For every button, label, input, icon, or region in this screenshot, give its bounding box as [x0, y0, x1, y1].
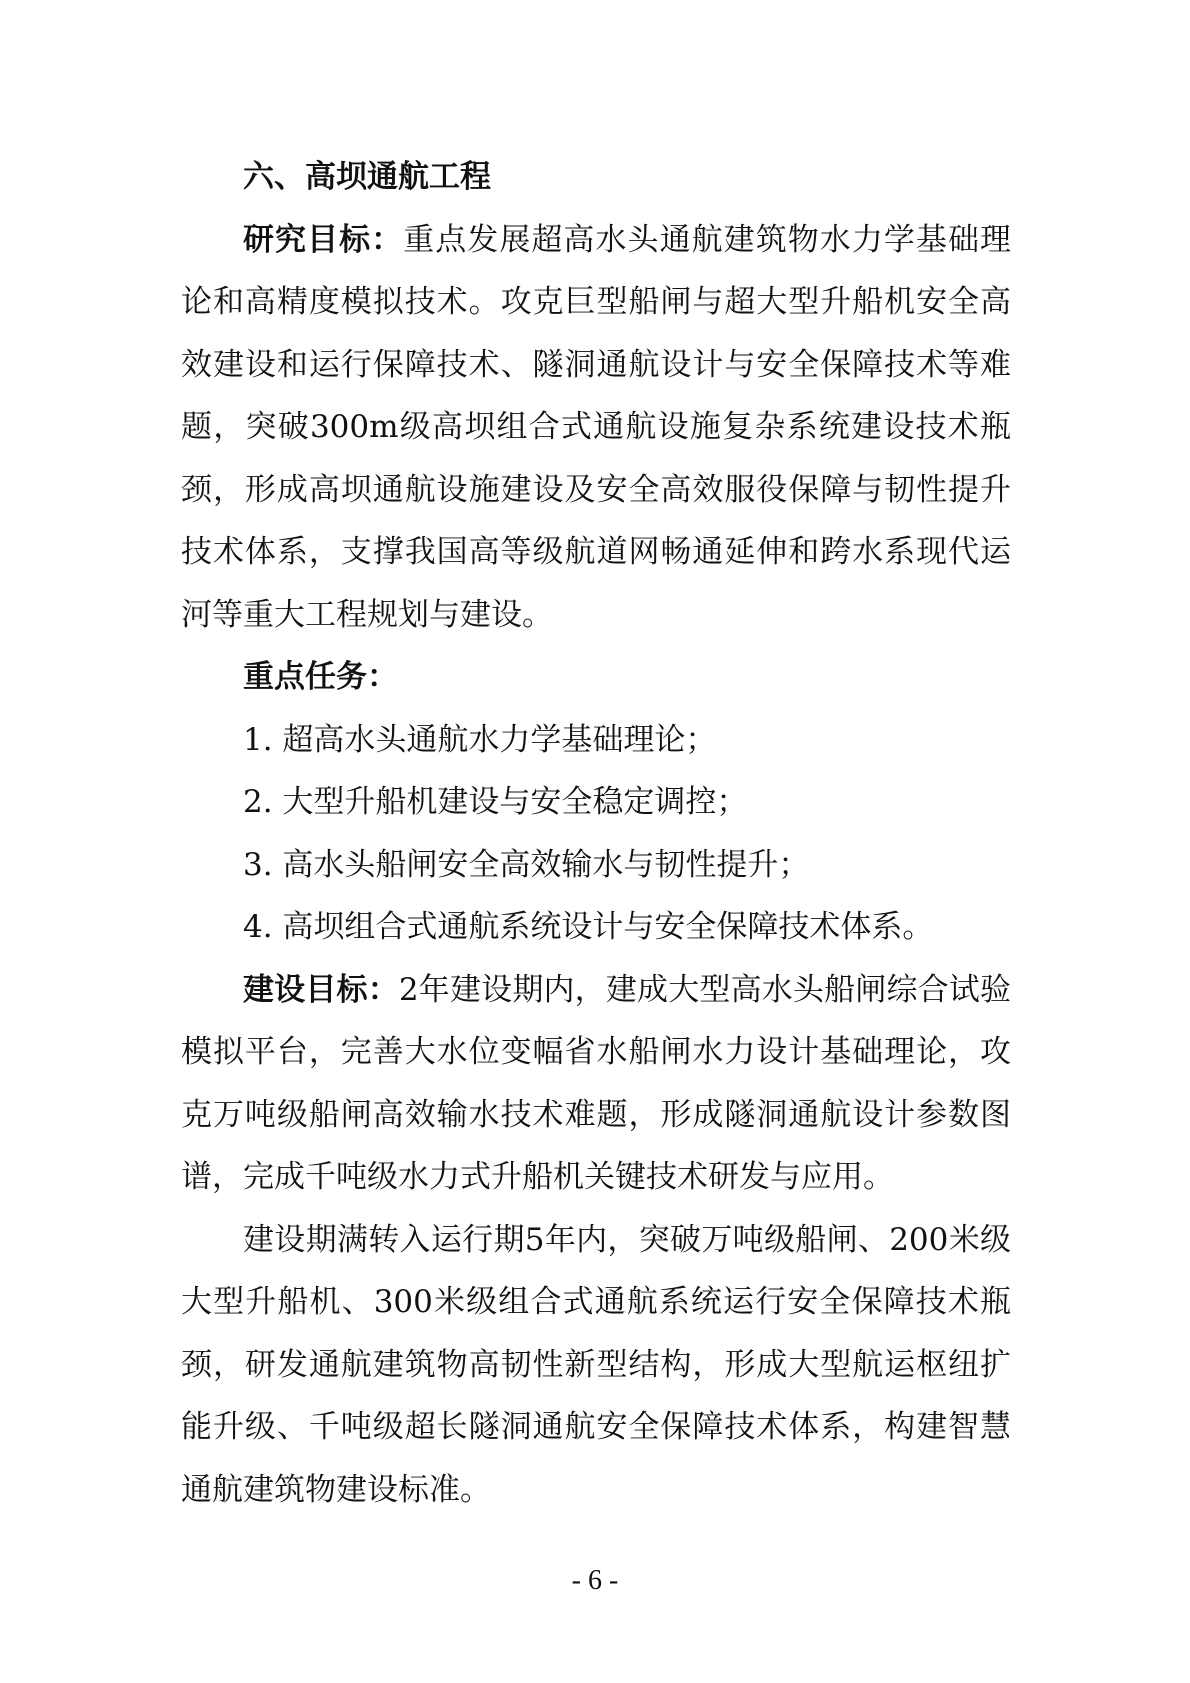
research-goal-paragraph [181, 209, 1011, 647]
key-task-item-4: 4. 高坝组合式通航系统设计与安全保障技术体系。 [243, 909, 934, 945]
construction-goal-label: 建设目标： [243, 971, 399, 1008]
key-task-item-2: 2. 大型升船机建设与安全稳定调控； [243, 784, 748, 820]
construction-goal-paragraph [181, 959, 1011, 1209]
key-task-item-3: 3. 高水头船闸安全高效输水与韧性提升； [243, 846, 810, 883]
section-heading: 六、高坝通航工程 [243, 159, 491, 195]
key-task-item-1: 1. 超高水头通航水力学基础理论； [243, 721, 717, 758]
research-goal-label: 研究目标： [243, 221, 404, 258]
page-content [181, 146, 1011, 1521]
construction-goal-text: 2年建设期内，建成大型高水头船闸综合试验模拟平台，完善大水位变幅省水船闸水力设计基础理论，攻克万吨级船闸高效输水技术难题，形成隧洞通航设计参数图谱，完成千吨级水力式升船机关键技术研发与应用。 [181, 971, 1011, 1195]
page-number: - 6 - [571, 1565, 619, 1596]
operation-paragraph: 建设期满转入运行期5年内，突破万吨级船闸、200米级大型升船机、300米级组合式通航系统运行安全保障技术瓶颈，研发通航建筑物高韧性新型结构，形成大型航运枢纽扩能升级、千吨级超长隧洞通航安全保障技术体系，构建智慧通航建筑物建设标准。 [181, 1221, 1011, 1508]
research-goal-text: 重点发展超高水头通航建筑物水力学基础理论和高精度模拟技术。攻克巨型船闸与超大型升船机安全高效建设和运行保障技术、隧洞通航设计与安全保障技术等难题，突破300m级高坝组合式通航设施复杂系统建设技术瓶颈，形成高坝通航设施建设及安全高效服役保障与韧性提升技术体系，支撑我国高等级航道网畅通延伸和跨水系现代运河等重大工程规划与建设。 [181, 221, 1011, 633]
key-tasks-label: 重点任务： [243, 659, 398, 695]
